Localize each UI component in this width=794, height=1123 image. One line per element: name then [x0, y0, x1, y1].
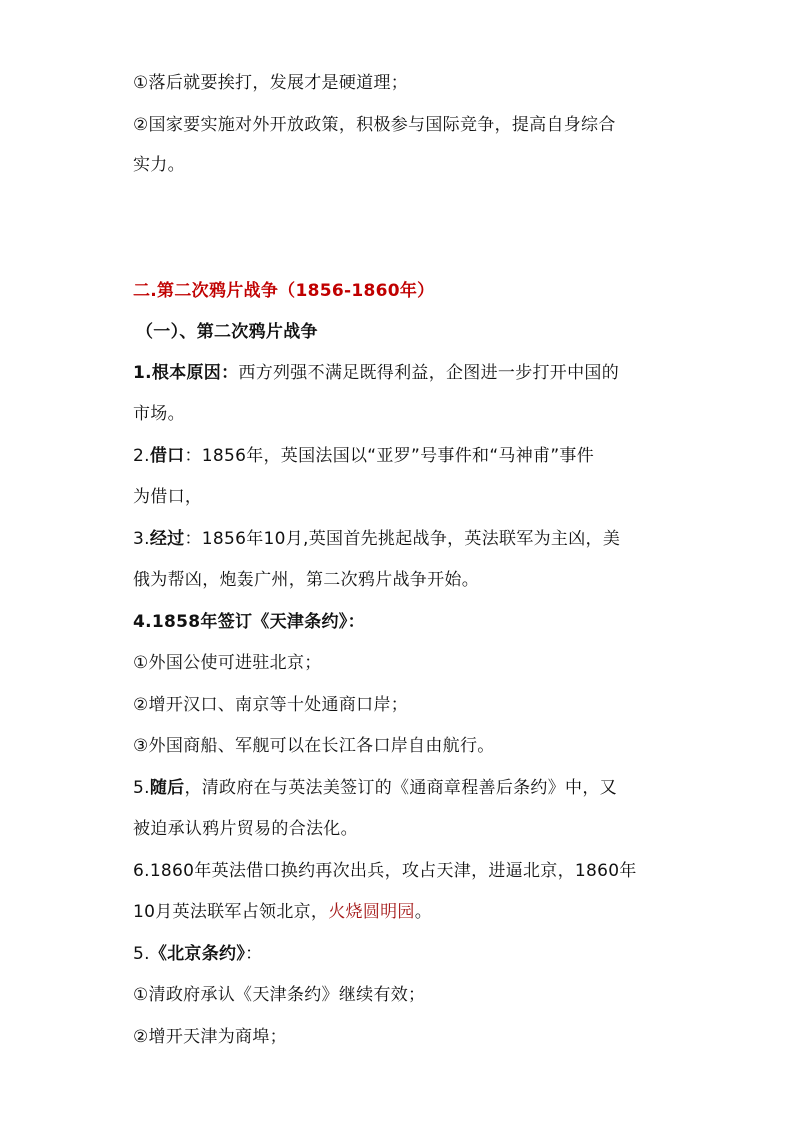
- item-process-label: 经过: [149, 529, 185, 549]
- text-line-lesson-2-cont: 实力。: [133, 155, 185, 175]
- item-pretext-text: ：1856年，英国法国以“亚罗”号事件和“马神甫”事件: [184, 446, 595, 466]
- item-aftermath-cont: 被迫承认鸦片贸易的合法化。: [133, 819, 358, 839]
- old-summer-palace-highlight: 火烧圆明园: [328, 902, 415, 922]
- item-beijing-treaty-num: 5.: [133, 944, 150, 964]
- item-beijing-treaty-a: ①清政府承认《天津条约》继续有效；: [133, 985, 426, 1005]
- item-aftermath-text: ，清政府在与英法美签订的《通商章程善后条约》中，又: [184, 778, 617, 798]
- item-root-cause: [133, 361, 619, 385]
- subsection-title: （一）、第二次鸦片战争: [136, 322, 318, 342]
- item-pretext-num: 2.: [133, 446, 150, 466]
- section-title: 二.第二次鸦片战争（1856-1860年）: [133, 281, 435, 301]
- item-tianjin-treaty-b: ②增开汉口、南京等十处通商口岸；: [133, 695, 409, 715]
- item-root-cause-cont: 市场。: [133, 404, 185, 424]
- text-line-lesson-2: ②国家要实施对外开放政策，积极参与国际竞争，提高自身综合: [133, 115, 616, 135]
- item-process-num: 3.: [133, 529, 150, 549]
- item-beijing-treaty-b: ②增开天津为商埠；: [133, 1027, 287, 1047]
- item-pretext-label: 借口: [149, 446, 185, 466]
- item-process-cont: 俄为帮凶，炮轰广州，第二次鸦片战争开始。: [133, 570, 479, 590]
- item-pretext-cont: 为借口，: [133, 487, 203, 507]
- item-pretext: [133, 444, 594, 468]
- item-tianjin-treaty-a: ①外国公使可进驻北京；: [133, 653, 322, 673]
- item-aftermath: [133, 776, 617, 800]
- item-aftermath-num: 5.: [133, 778, 150, 798]
- item-root-cause-label: 1.根本原因：: [133, 363, 239, 383]
- item-process-text: ：1856年10月,英国首先挑起战争，英法联军为主凶，美: [184, 529, 621, 549]
- item-beijing-treaty-label: 《北京条约》: [149, 944, 246, 964]
- item-process: [133, 527, 620, 551]
- item-aftermath-label: 随后: [149, 778, 185, 798]
- item-beijing-treaty-colon: ：: [245, 944, 263, 964]
- item-tianjin-treaty-c: ③外国商船、军舰可以在长江各口岸自由航行。: [133, 736, 495, 756]
- item-tianjin-treaty-title: 4.1858年签订《天津条约》：: [133, 612, 365, 632]
- item-1860-campaign: 6.1860年英法借口换约再次出兵，攻占天津，进逼北京，1860年: [133, 861, 637, 881]
- item-root-cause-text: 西方列强不满足既得利益，企图进一步打开中国的: [238, 363, 619, 383]
- item-beijing-treaty-title: [133, 942, 262, 966]
- item-1860-campaign-period: 。: [414, 902, 433, 922]
- item-1860-campaign-cont: [133, 900, 432, 924]
- text-line-lesson-1: ①落后就要挨打，发展才是硬道理；: [133, 73, 409, 93]
- item-1860-campaign-cont-text: 10月英法联军占领北京，: [133, 902, 329, 922]
